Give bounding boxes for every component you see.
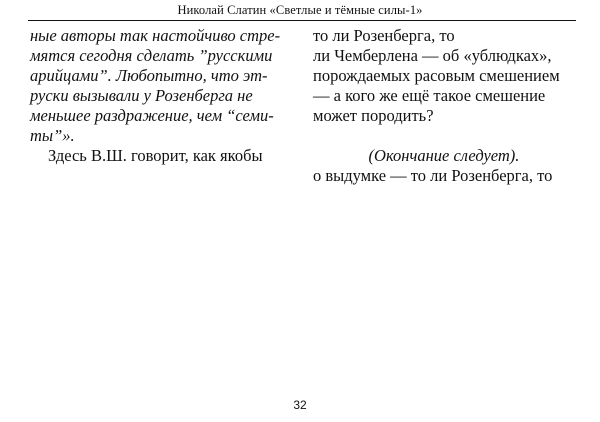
right-line-5-text: может породить? [313,106,434,125]
right-line-4-text: — а кого же ещё такое смешение [313,86,546,105]
left-line-3 [30,66,288,86]
left-paragraph-2 [30,146,288,166]
left-line-5 [30,106,288,126]
left-line-6-text: ты”». [30,126,75,145]
left-line-5-text: меньшее раздражение, чем “семи- [30,106,274,125]
right-line-3-text: порождаемых расовым смешением [313,66,560,85]
right-line-2 [313,46,575,66]
right-lower-block [313,166,575,186]
left-line-6 [30,126,288,146]
right-blank [313,126,575,146]
closing-note [313,146,575,166]
right-line-2-text: ли Чемберлена — об «ублюдках», [313,46,552,65]
right-line-1-text: то ли Розенберга, то [313,26,455,45]
right-line-4 [313,86,575,106]
left-paragraph-2-text: Здесь В.Ш. говорит, как якобы [48,146,263,165]
left-line-1-text: ные авторы так настойчиво стре- [30,26,281,45]
running-head: Николай Слатин «Светлые и тёмные силы-1» [177,3,423,17]
left-line-4 [30,86,288,106]
header-rule [28,20,576,21]
right-line-5 [313,106,575,126]
right-column [313,26,575,166]
left-line-1 [30,26,288,46]
left-line-2 [30,46,288,66]
left-line-2-text: мятся сегодня сделать ”русскими [30,46,273,65]
left-line-4-text: руски вызывали у Розенберга не [30,86,253,105]
closing-note-text: (Окончание следует). [368,146,520,165]
right-line-3 [313,66,575,86]
page-number: 32 [293,398,307,412]
right-lower-line-1-text: о выдумке — то ли Розенберга, то [313,166,553,185]
left-column [30,26,288,166]
right-line-1 [313,26,575,46]
right-lower-line-1 [313,166,575,186]
left-line-3-text: арийцами”. Любопытно, что эт- [30,66,268,85]
